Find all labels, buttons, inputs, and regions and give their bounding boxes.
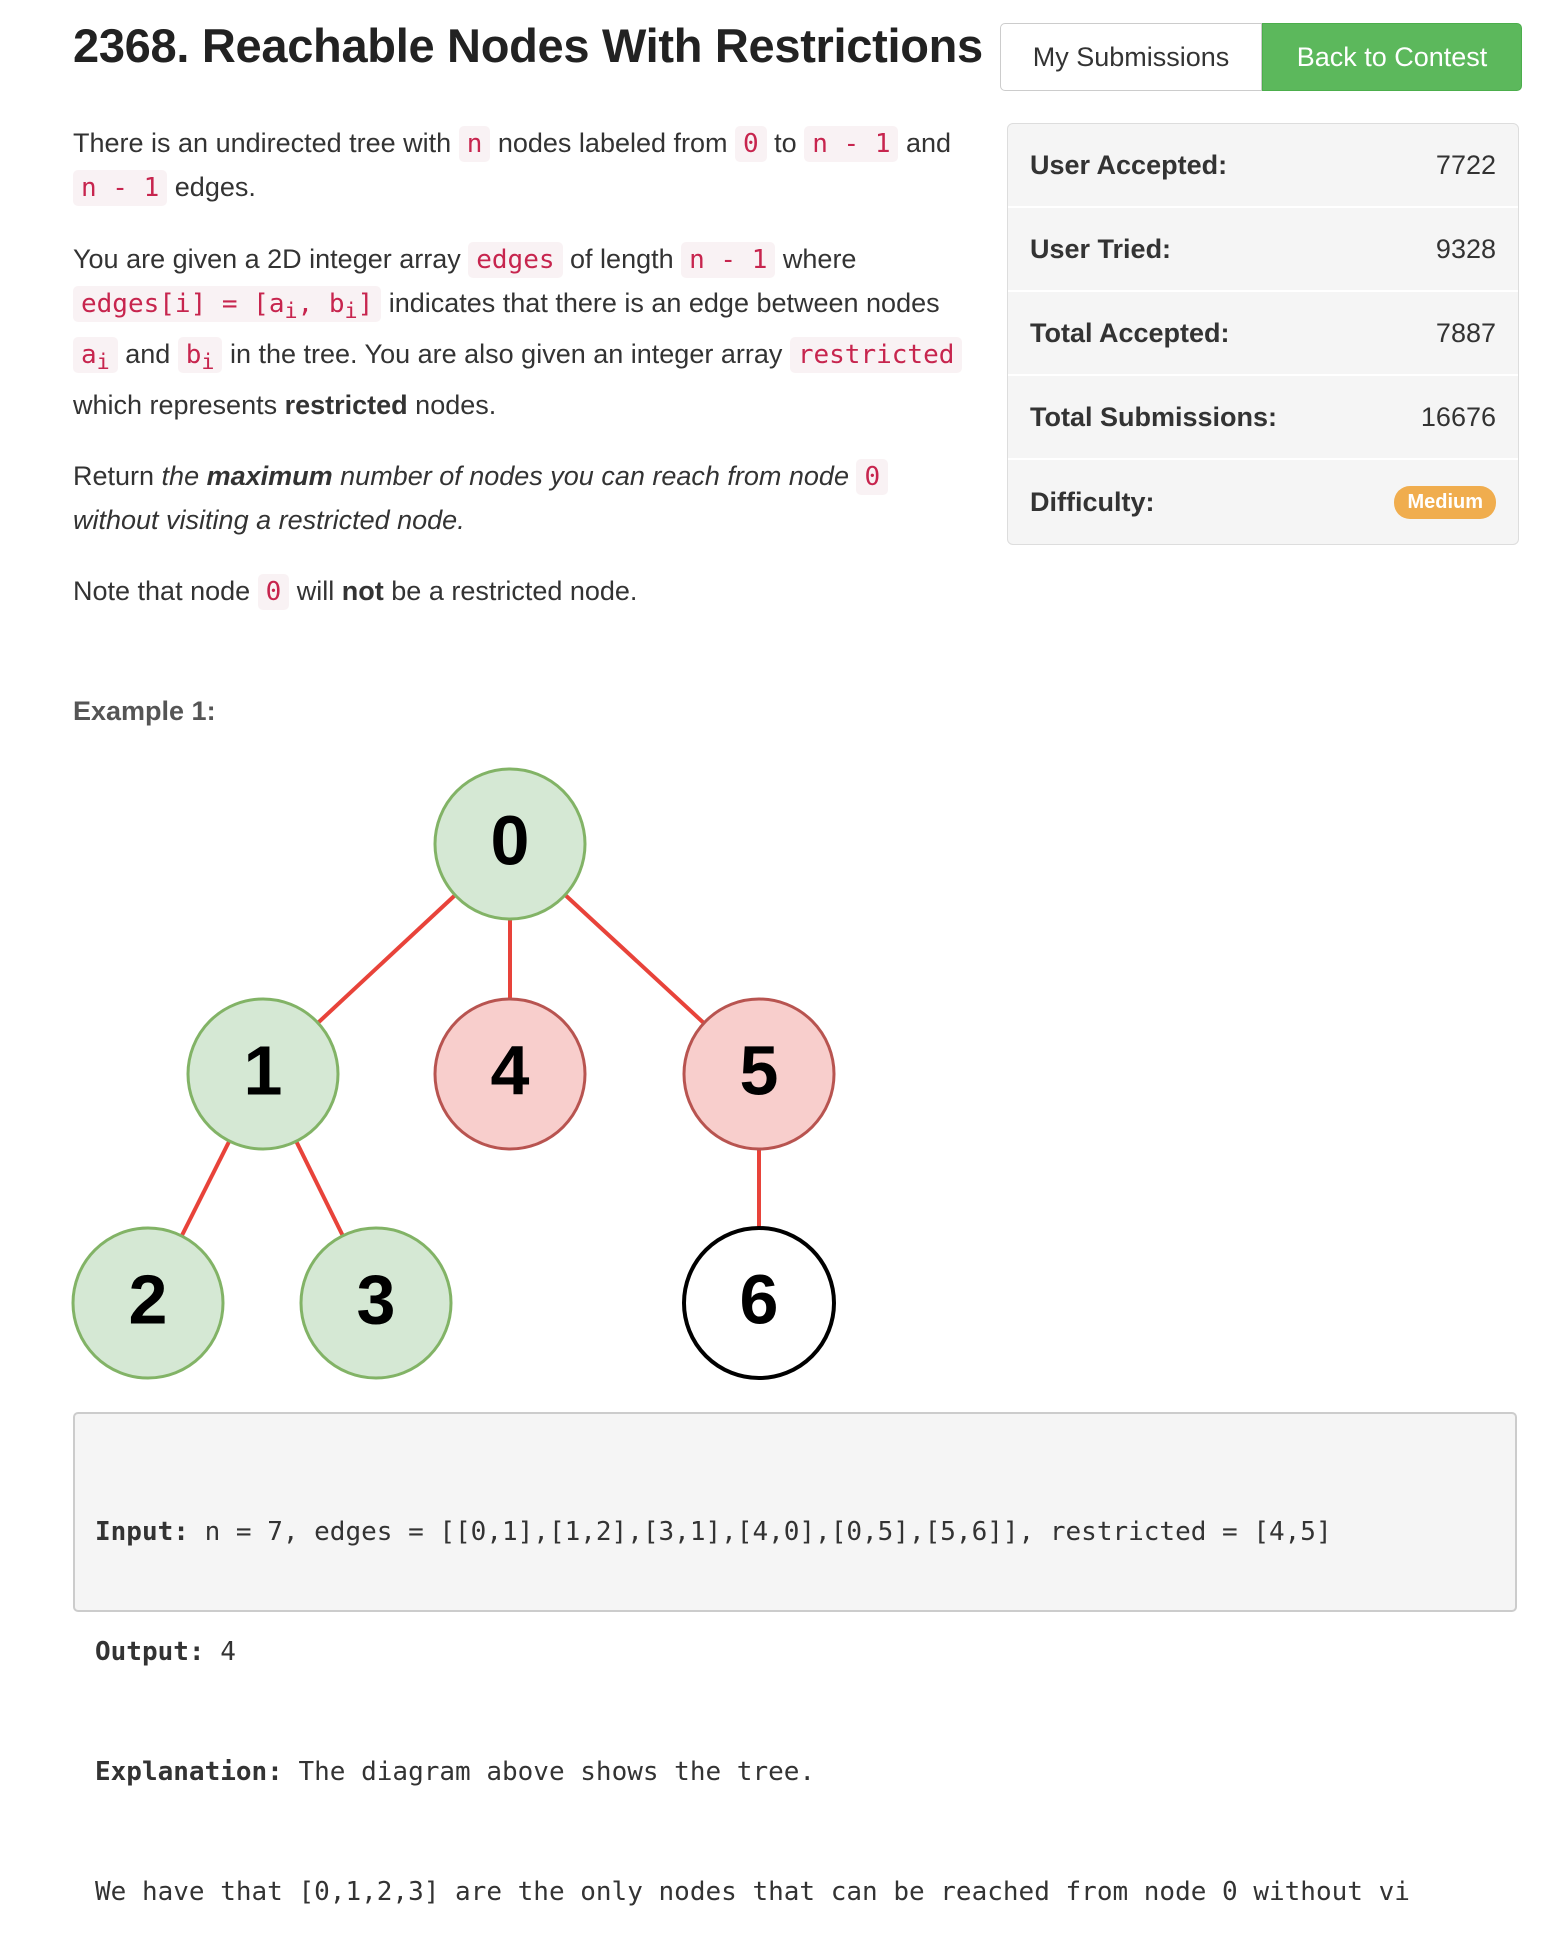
stat-total-submissions: Total Submissions: 16676	[1008, 376, 1518, 460]
header-button-group	[1000, 23, 1522, 91]
tree-node-label: 5	[739, 1031, 779, 1110]
tree-node-label: 6	[739, 1260, 779, 1339]
example-explanation-line-2: We have that [0,1,2,3] are the only nodes that can be reached from node 0 without vi	[95, 1877, 1410, 1907]
page-title: 2368. Reachable Nodes With Restrictions	[73, 19, 983, 72]
my-submissions-button[interactable]: My Submissions	[1000, 23, 1262, 91]
tree-node-4	[435, 999, 585, 1149]
tree-node-label: 3	[356, 1260, 396, 1339]
example-explanation-line: Explanation: The diagram above shows the tree.	[95, 1757, 816, 1787]
stats-panel	[1007, 123, 1519, 545]
tree-node-3	[301, 1228, 451, 1378]
example-output-line: Output: 4	[95, 1637, 236, 1667]
tree-edge-1-3	[296, 1141, 343, 1235]
tree-node-0	[435, 769, 585, 919]
tree-node-6	[684, 1228, 834, 1378]
description-paragraph-4: Note that node 0 will not be a restricted node.	[73, 570, 973, 614]
tree-edge-0-5	[565, 895, 704, 1023]
description-paragraph-2: You are given a 2D integer array edges of length n - 1 where edges[i] = [$a_i$, $b_i$] indicates that there is an edge between nodes $a_i$ and $b_i$ in the tree. You are also given an integer array restricted which represents restricted nodes.	[73, 238, 973, 427]
tree-node-5	[684, 999, 834, 1149]
stat-user-tried: User Tried: 9328	[1008, 208, 1518, 292]
tree-node-1	[188, 999, 338, 1149]
stat-user-accepted: User Accepted: 7722	[1008, 124, 1518, 208]
example-code-block	[73, 1412, 1517, 1907]
example-title: Example 1:	[73, 696, 216, 726]
tree-edge-0-1	[318, 895, 455, 1023]
difficulty-badge: Medium	[1394, 486, 1496, 519]
back-to-contest-button[interactable]: Back to Contest	[1262, 23, 1522, 91]
stat-total-accepted: Total Accepted: 7887	[1008, 292, 1518, 376]
tree-node-label: 4	[490, 1031, 530, 1110]
tree-node-label: 0	[490, 801, 530, 880]
example-input-line: Input: n = 7, edges = [[0,1],[1,2],[3,1],[4,0],[0,5],[5,6]], restricted = [4,5]	[95, 1517, 1332, 1547]
tree-node-label: 2	[128, 1260, 168, 1339]
stat-difficulty: Difficulty: Medium	[1008, 460, 1518, 544]
description-paragraph-1: There is an undirected tree with n nodes labeled from 0 to n - 1 and n - 1 edges.	[73, 122, 973, 210]
tree-node-label: 1	[243, 1031, 283, 1110]
tree-edge-1-2	[182, 1141, 230, 1236]
tree-diagram	[70, 760, 890, 1420]
description-paragraph-3: Return the maximum number of nodes you can reach from node 0 without visiting a restricted node.	[73, 455, 973, 542]
tree-node-2	[73, 1228, 223, 1378]
problem-description	[73, 122, 973, 642]
